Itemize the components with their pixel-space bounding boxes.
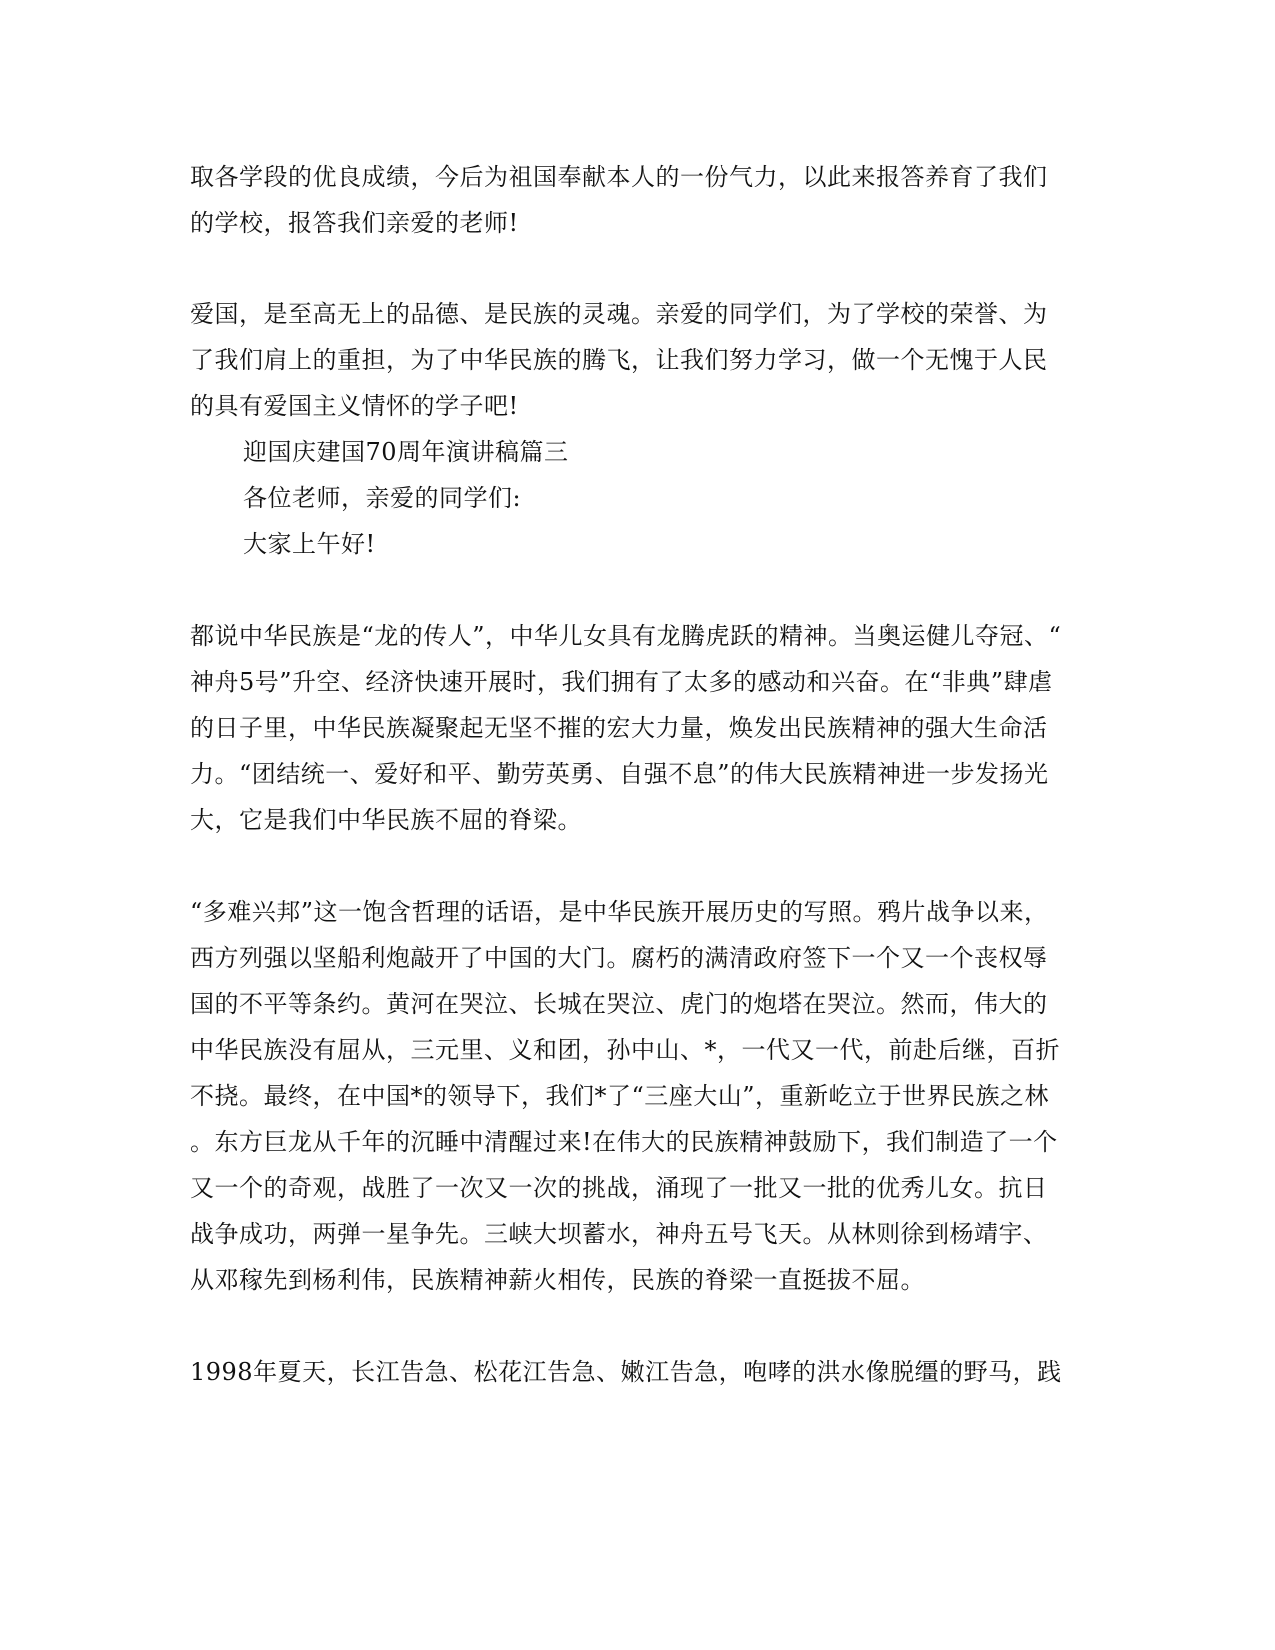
text-line: 又一个的奇观，战胜了一次又一次的挑战，涌现了一批又一批的优秀儿女。抗日 <box>190 1174 1048 1202</box>
text-line: 的具有爱国主义情怀的学子吧! <box>190 392 519 420</box>
text-line: 不挠。最终，在中国*的领导下，我们*了“三座大山”，重新屹立于世界民族之林 <box>190 1082 1050 1110</box>
text-line: 。东方巨龙从千年的沉睡中清醒过来!在伟大的民族精神鼓励下，我们制造了一个 <box>190 1128 1058 1156</box>
text-line: 从邓稼先到杨利伟，民族精神薪火相传，民族的脊梁一直挺拔不屈。 <box>190 1266 925 1294</box>
text-line: 国的不平等条约。黄河在哭泣、长城在哭泣、虎门的炮塔在哭泣。然而，伟大的 <box>190 990 1048 1018</box>
text-line: 战争成功，两弹一星争先。三峡大坝蓄水，神舟五号飞天。从林则徐到杨靖宇、 <box>190 1220 1048 1248</box>
text-line: 的学校，报答我们亲爱的老师! <box>190 209 519 237</box>
text-line: 中华民族没有屈从，三元里、义和团，孙中山、*，一代又一代，前赴后继，百折 <box>190 1036 1060 1064</box>
text-line: 取各学段的优良成绩，今后为祖国奉献本人的一份气力，以此来报答养育了我们 <box>190 163 1048 191</box>
greeting: 大家上午好! <box>243 530 376 558</box>
text-line: 神舟5号”升空、经济快速开展时，我们拥有了太多的感动和兴奋。在“非典”肆虐 <box>190 668 1053 696</box>
salutation: 各位老师，亲爱的同学们: <box>243 484 522 512</box>
text-line: 的日子里，中华民族凝聚起无坚不摧的宏大力量，焕发出民族精神的强大生命活 <box>190 714 1048 742</box>
text-line: 都说中华民族是“龙的传人”，中华儿女具有龙腾虎跃的精神。当奥运健儿夺冠、“ <box>190 622 1062 650</box>
text-line: 力。“团结统一、爱好和平、勤劳英勇、自强不息”的伟大民族精神进一步发扬光 <box>190 760 1049 788</box>
section-heading: 迎国庆建国70周年演讲稿篇三 <box>243 438 569 466</box>
text-line: 1998年夏天，长江告急、松花江告急、嫩江告急，咆哮的洪水像脱缰的野马，践 <box>190 1358 1062 1386</box>
text-line: 了我们肩上的重担，为了中华民族的腾飞，让我们努力学习，做一个无愧于人民 <box>190 346 1048 374</box>
text-line: 爱国，是至高无上的品德、是民族的灵魂。亲爱的同学们，为了学校的荣誉、为 <box>190 300 1048 328</box>
text-line: “多难兴邦”这一饱含哲理的话语，是中华民族开展历史的写照。鸦片战争以来， <box>190 898 1049 926</box>
text-line: 西方列强以坚船利炮敲开了中国的大门。腐朽的满清政府签下一个又一个丧权辱 <box>190 944 1048 972</box>
text-line: 大，它是我们中华民族不屈的脊梁。 <box>190 806 582 834</box>
